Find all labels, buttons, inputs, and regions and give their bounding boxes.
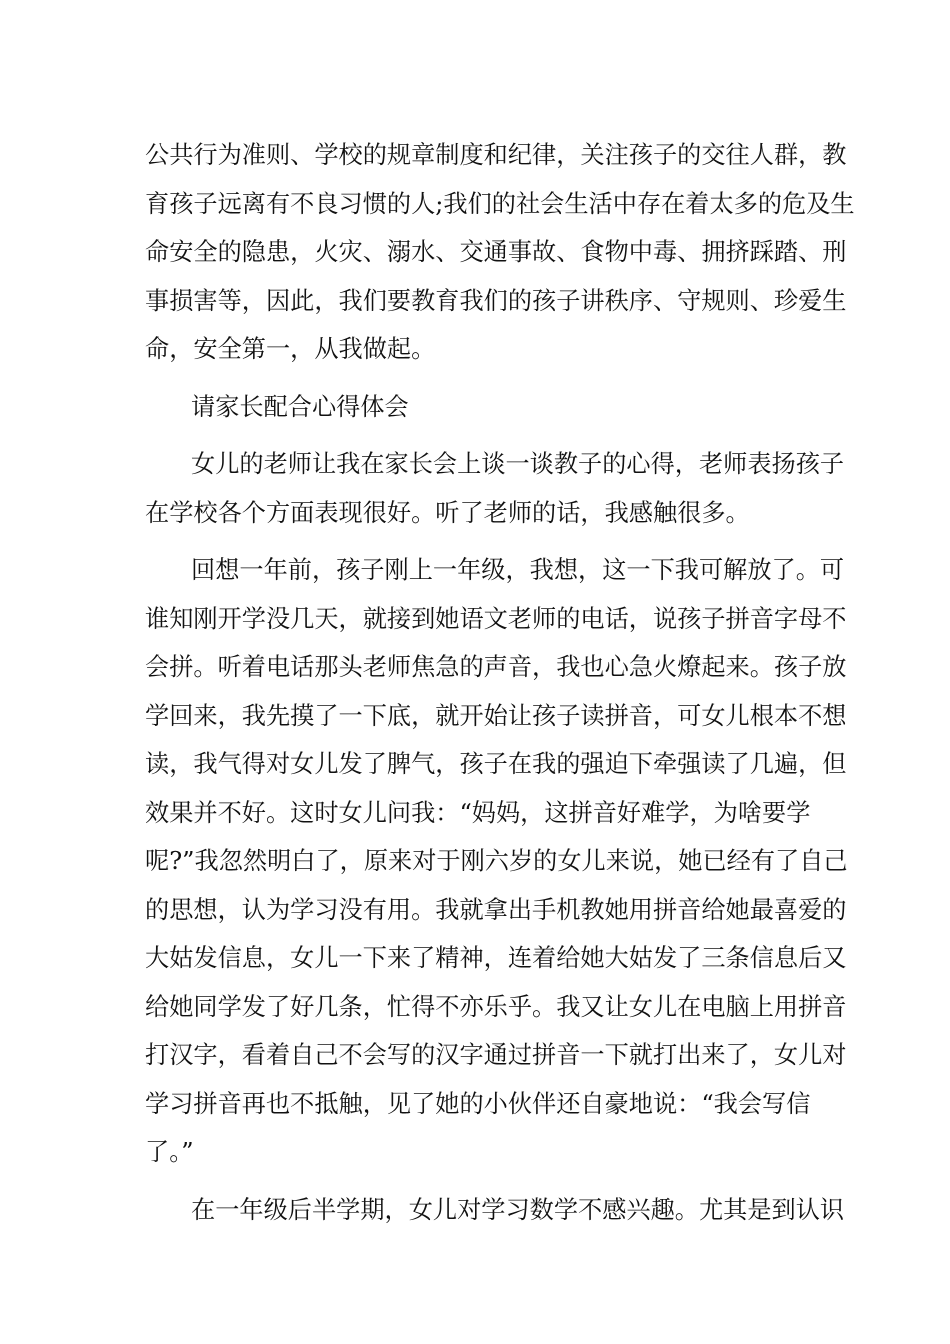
text-line: 呢?”我忽然明白了，原来对于刚六岁的女儿来说，她已经有了自己 [145,847,848,875]
paragraph [145,440,845,537]
text-line: 给她同学发了好几条，忙得不亦乐乎。我又让女儿在电脑上用拼音 [145,992,847,1021]
paragraph-gap [145,1177,807,1186]
text-line: 在学校各个方面表现很好。听了老师的话，我感触很多。 [145,498,750,527]
paragraph-gap [145,537,807,546]
paragraph [145,546,848,1177]
section-heading [145,383,807,432]
paragraph-gap [145,431,807,440]
paragraph-gap [145,374,807,383]
text-line: 回想一年前，孩子刚上一年级，我想，这一下我可解放了。可 [191,556,845,584]
text-line: 打汉字，看着自己不会写的汉字通过拼音一下就打出来了，女儿对 [145,1041,847,1069]
text-line: 学回来，我先摸了一下底，就开始让孩子读拼音，可女儿根本不想 [145,701,847,730]
text-line: 公共行为准则、学校的规章制度和纪律，关注孩子的交往人群，教 [145,141,847,169]
text-line: 谁知刚开学没几天，就接到她语文老师的电话，说孩子拼音字母不 [145,604,847,633]
text-line: 效果并不好。这时女儿问我：“妈妈，这拼音好难学，为啥要学 [145,798,811,827]
text-line: 会拼。听着电话那头老师焦急的声音，我也心急火燎起来。孩子放 [145,653,847,681]
text-line: 读，我气得对女儿发了脾气，孩子在我的强迫下牵强读了几遍，但 [145,750,847,778]
text-line: 命安全的隐患，火灾、溺水、交通事故、食物中毒、拥挤踩踏、刑 [145,238,847,266]
text-line: 在一年级后半学期，女儿对学习数学不感兴趣。尤其是到认识 [191,1195,845,1224]
text-line: 育孩子远离有不良习惯的人;我们的社会生活中存在着太多的危及生 [145,189,855,218]
text-line: 了。” [145,1138,194,1166]
text-line: 的思想，认为学习没有用。我就拿出手机教她用拼音给她最喜爱的 [145,895,847,924]
text-line: 事损害等，因此，我们要教育我们的孩子讲秩序、守规则、珍爱生 [145,286,847,315]
text-line: 大姑发信息，女儿一下来了精神，连着给她大姑发了三条信息后又 [145,944,847,972]
text-line: 命，安全第一，从我做起。 [145,335,436,363]
heading-text: 请家长配合心得体会 [191,392,409,421]
paragraph [145,1186,845,1235]
text-line: 女儿的老师让我在家长会上谈一谈教子的心得，老师表扬孩子 [191,450,845,478]
paragraph [145,131,855,374]
document-body [145,131,855,1234]
text-line: 学习拼音再也不抵触，见了她的小伙伴还自豪地说：“我会写信 [145,1089,811,1118]
